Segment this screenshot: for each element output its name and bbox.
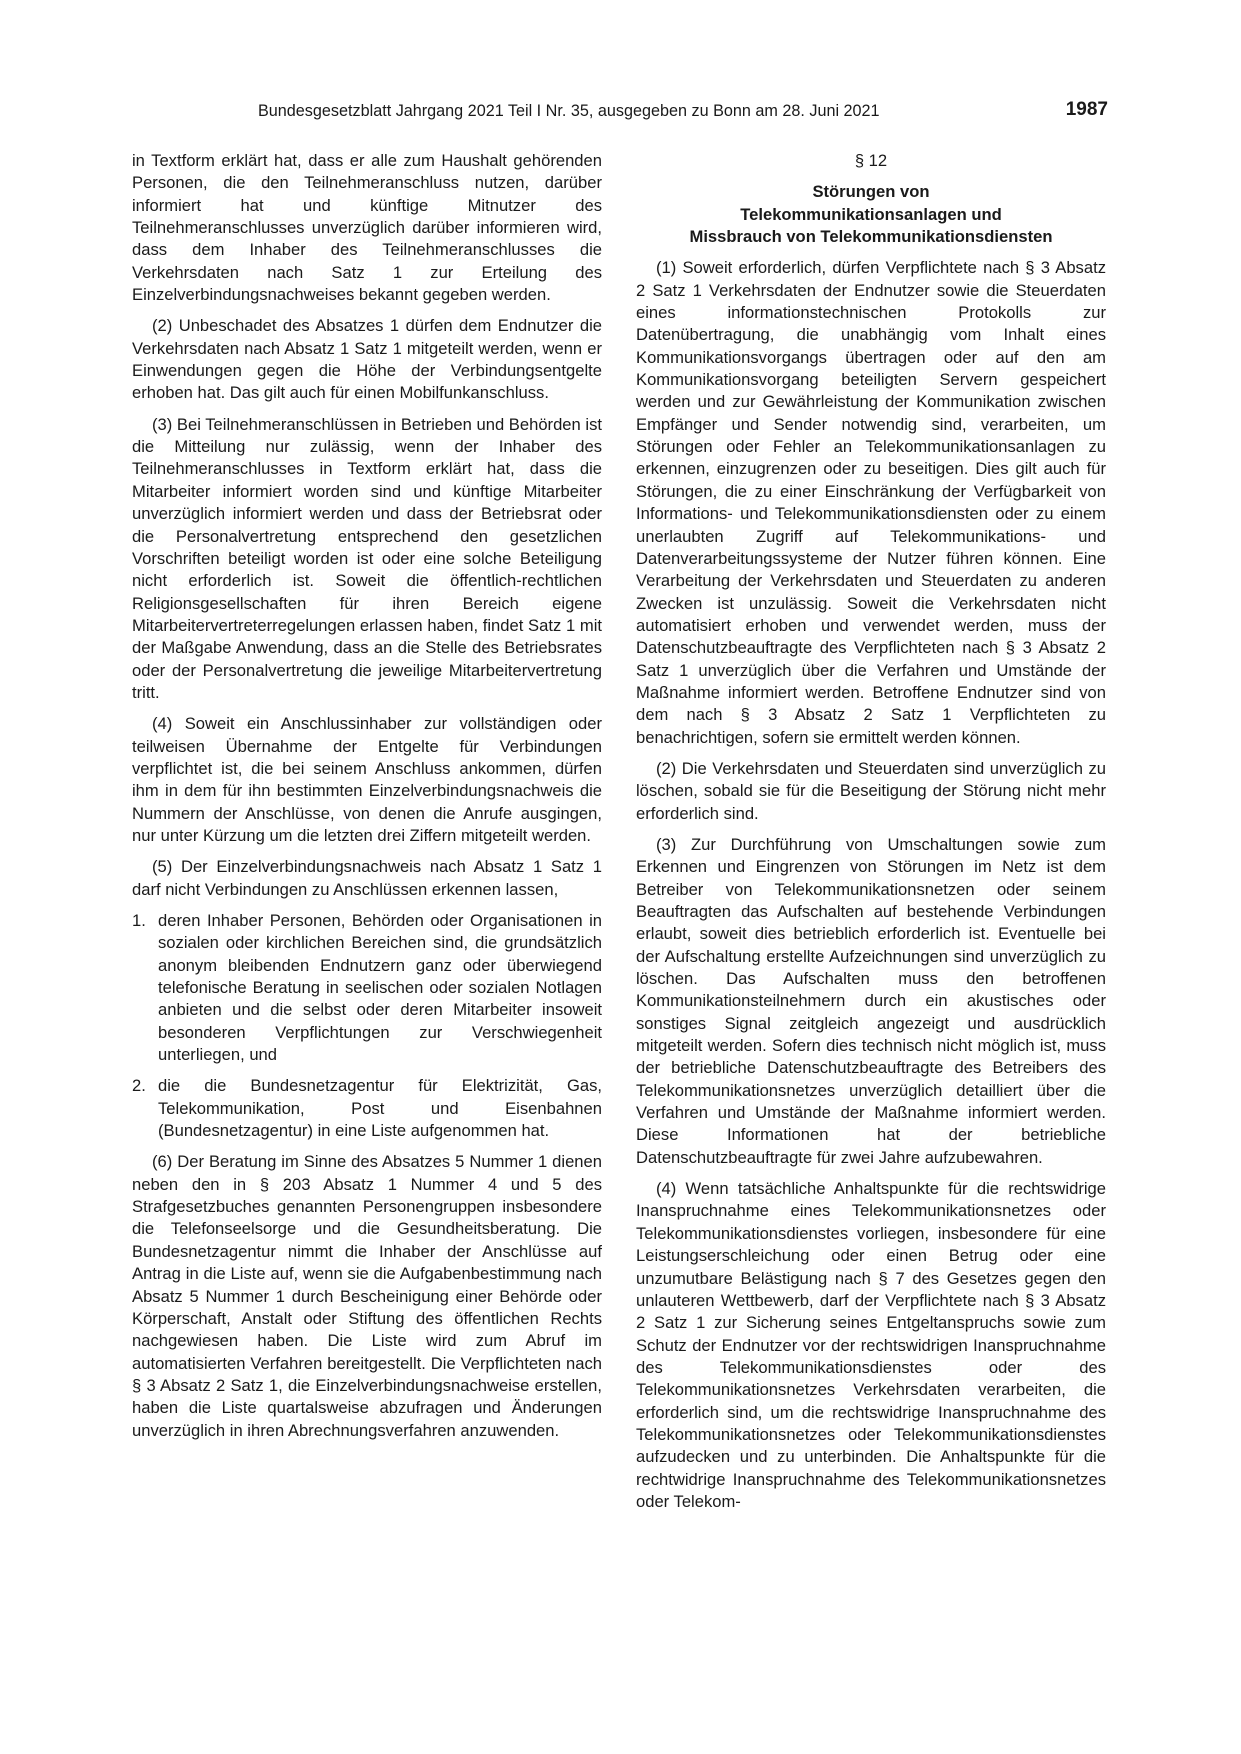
list-item bbox=[132, 1075, 602, 1142]
paragraph-1: (1) Soweit erforderlich, dürfen Verpflichtete nach § 3 Absatz 2 Satz 1 Verkehrsdaten der Endnutzer sowie die Steuerdaten eines informationstechnischen Protokolls zur Datenübertragung, die unabhängig vom Inhalt eines Kommunikationsvorgangs übertragen oder auf den am Kommunikationsvorgang beteiligten Servern gespeichert werden und zur Gewährleistung der Kommunikation zwischen Empfänger und Sender notwendig sind, verarbeiten, um Störungen oder Fehler an Telekommunikationsanlagen zu erkennen, einzugrenzen oder zu beseitigen. Dies gilt auch für Störungen, die zu einer Einschränkung der Verfügbarkeit von Informations- und Telekommunikationsdiensten oder zu einem unerlaubten Zugriff auf Telekommunikations- und Datenverarbeitungssysteme der Nutzer führen können. Eine Verarbeitung der Verkehrsdaten und Steuerdaten zu anderen Zwecken ist unzulässig. Soweit die Verkehrsdaten nicht automatisiert erhoben und verwendet werden, muss der Datenschutzbeauftragte des Verpflichteten nach § 3 Absatz 2 Satz 1 unverzüglich über die Verfahren und Umstände der Maßnahme informiert werden. Betroffene Endnutzer sind von dem nach § 3 Absatz 2 Satz 1 Verpflichteten zu benachrichtigen, sofern sie ermittelt werden können. bbox=[636, 258, 1106, 747]
paragraph-5: (5) Der Einzelverbindungsnachweis nach Absatz 1 Satz 1 darf nicht Verbindungen zu Anschlüssen erkennen lassen, bbox=[132, 857, 602, 899]
paragraph-3: (3) Zur Durchführung von Umschaltungen sowie zum Erkennen und Eingrenzen von Störungen im Netz ist dem Betreiber von Telekommunikationsnetzen oder seinem Beauftragten das Aufschalten auf bestehende Verbindungen erlaubt, soweit dies betrieblich erforderlich ist. Eventuelle bei der Aufschaltung erstellte Aufzeichnungen sind unverzüglich zu löschen. Das Aufschalten muss den betroffenen Kommunikationsteilnehmern durch ein akustisches oder sonstiges Signal zeitgleich angezeigt und ausdrücklich mitgeteilt werden. Sofern dies technisch nicht möglich ist, muss der betriebliche Datenschutzbeauftragte des Betreibers des Telekommunikationsnetzes unverzüglich detailliert über die Verfahren und Umstände der Maßnahme informiert werden. Diese Informationen hat der betriebliche Datenschutzbeauftragte für zwei Jahre aufzubewahren. bbox=[636, 834, 1106, 1167]
paragraph-2: (2) Unbeschadet des Absatzes 1 dürfen dem Endnutzer die Verkehrsdaten nach Absatz 1 Satz 1 mitgeteilt werden, wenn er Einwendungen gegen die Höhe der Verbindungsentgelte erhoben hat. Das gilt auch für einen Mobilfunkanschluss. bbox=[132, 316, 602, 403]
page-number: 1987 bbox=[1065, 99, 1108, 120]
page-header bbox=[0, 100, 1241, 124]
list-text: die die Bundesnetzagentur für Elektrizität, Gas, Telekommunikation, Post und Eisenbahnen (Bundesnetzagentur) in eine Liste aufgenommen hat. bbox=[158, 1076, 602, 1141]
section-title-line: Telekommunikationsanlagen und bbox=[740, 204, 1002, 224]
running-head: Bundesgesetzblatt Jahrgang 2021 Teil I Nr. 35, ausgegeben zu Bonn am 28. Juni 2021 bbox=[258, 102, 880, 120]
left-column bbox=[132, 150, 602, 1451]
list-text: deren Inhaber Personen, Behörden oder Organisationen in sozialen oder kirchlichen Bereichen sind, die grundsätzlich anonym bleibenden Endnutzern ganz oder überwiegend telefonische Beratung in seelischen oder sozialen Notlagen anbieten und die selbst oder deren Mitarbeiter insoweit besonderen Verpflichtungen zur Verschwiegenheit unterliegen, und bbox=[158, 911, 602, 1065]
section-title-line: Missbrauch von Telekommunikationsdiensten bbox=[689, 227, 1053, 247]
paragraph-6: (6) Der Beratung im Sinne des Absatzes 5 Nummer 1 dienen neben den in § 203 Absatz 1 Nummer 4 und 5 des Strafgesetzbuches genannten Personengruppen insbesondere die Telefonseelsorge und die Gesundheitsberatung. Die Bundesnetzagentur nimmt die Inhaber der Anschlüsse auf Antrag in die Liste auf, wenn sie die Aufgabenbestimmung nach Absatz 5 Nummer 1 durch Bescheinigung einer Behörde oder Körperschaft, Anstalt oder Stiftung des öffentlichen Rechts nachgewiesen haben. Die Liste wird zum Abruf im automatisierten Verfahren bereitgestellt. Die Verpflichteten nach § 3 Absatz 2 Satz 1, die Einzelverbindungsnachweise erstellen, haben die Liste quartalsweise abzufragen und Änderungen unverzüglich in ihren Abrechnungsverfahren anzuwenden. bbox=[132, 1152, 602, 1440]
numbered-list bbox=[132, 910, 602, 1142]
section-title bbox=[636, 181, 1106, 248]
paragraph-3: (3) Bei Teilnehmeranschlüssen in Betrieben und Behörden ist die Mitteilung nur zulässig, wenn der Inhaber des Teilnehmeranschlusses in Textform erklärt hat, dass die Mitarbeiter informiert worden sind und künftige Mitarbeiter unverzüglich informiert werden und dass der Betriebsrat oder die Personalvertretung entsprechend den gesetzlichen Vorschriften beteiligt worden ist oder eine solche Beteiligung nicht erforderlich ist. Soweit die öffentlich-rechtlichen Religionsgesellschaften für ihren Bereich eigene Mitarbeitervertreterregelungen erlassen haben, findet Satz 1 mit der Maßgabe Anwendung, dass an die Stelle des Betriebsrates oder der Personalvertretung die jeweilige Mitarbeitervertretung tritt. bbox=[132, 414, 602, 702]
paragraph-2: (2) Die Verkehrsdaten und Steuerdaten sind unverzüglich zu löschen, sobald sie für die Beseitigung der Störung nicht mehr erforderlich sind. bbox=[636, 758, 1106, 823]
paragraph-4: (4) Wenn tatsächliche Anhaltspunkte für die rechtswidrige Inanspruchnahme eines Telekommunikationsnetzes oder Telekommunikationsdienstes vorliegen, insbesondere für eine Leistungserschleichung oder einen Betrug oder eine unzumutbare Belästigung nach § 7 des Gesetzes gegen den unlauteren Wettbewerb, darf der Verpflichtete nach § 3 Absatz 2 Satz 1 zur Sicherung seines Entgeltanspruchs sowie zum Schutz der Endnutzer vor der rechtswidrigen Inanspruchnahme des Telekommunikationsdienstes oder des Telekommunikationsnetzes Verkehrsdaten verarbeiten, die erforderlich sind, um die rechtswidrige Inanspruchnahme des Telekommunikationsnetzes oder Telekommunikationsdienstes aufzudecken und zu unterbinden. Die Anhaltspunkte für die rechtwidrige Inanspruchnahme des Telekommunikationsnetzes oder Telekom- bbox=[636, 1179, 1106, 1511]
section-number: § 12 bbox=[854, 151, 888, 170]
list-number: 1. bbox=[132, 911, 146, 930]
paragraph-4: (4) Soweit ein Anschlussinhaber zur vollständigen oder teilweisen Übernahme der Entgelte für Verbindungen verpflichtet ist, die bei seinem Anschluss ankommen, dürfen ihm in dem für ihn bestimmten Einzelverbindungsnachweis die Nummern der Anschlüsse, von denen die Anrufe ausgingen, nur unter Kürzung um die letzten drei Ziffern mitgeteilt werden. bbox=[132, 714, 602, 845]
list-number: 2. bbox=[132, 1076, 146, 1096]
section-title-line: Störungen von bbox=[812, 182, 930, 202]
paragraph-continued: in Textform erklärt hat, dass er alle zum Haushalt gehörenden Personen, die den Teilnehmeranschluss nutzen, darüber informiert hat und künftige Mitnutzer des Teilnehmeranschlusses unverzüglich darüber informieren wird, dass dem Inhaber des Teilnehmeranschlusses die Verkehrsdaten nach Satz 1 zur Erteilung des Einzelverbindungsnachweises bekannt gegeben werden. bbox=[132, 151, 602, 305]
right-column bbox=[636, 150, 1106, 1522]
list-item bbox=[132, 910, 602, 1066]
